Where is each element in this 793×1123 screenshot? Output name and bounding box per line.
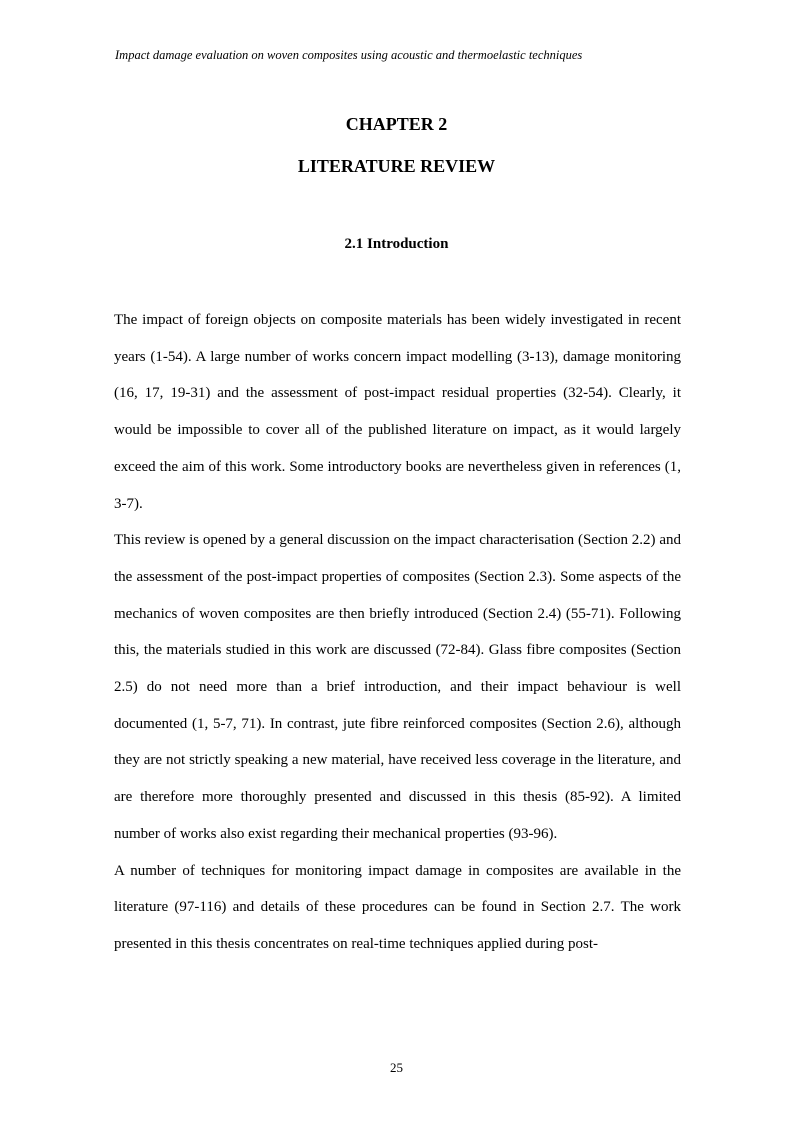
body-text: [114, 302, 681, 963]
running-header: Impact damage evaluation on woven composites using acoustic and thermoelastic techniques: [115, 48, 583, 62]
chapter-title: LITERATURE REVIEW: [297, 156, 496, 176]
chapter-number: CHAPTER 2: [345, 114, 448, 134]
paragraph-3: A number of techniques for monitoring impact damage in composites are available in the literature (97-116) and details of these procedures can be found in Section 2.7. The work presented in this thesis concentrates on real-time techniques applied during post-: [114, 862, 681, 952]
paragraph-2: This review is opened by a general discussion on the impact characterisation (Section 2.2) and the assessment of the post-impact properties of composites (Section 2.3). Some aspects of the mechanics of woven composites are then briefly introduced (Section 2.4) (55-71). Following this, the materials studied in this work are discussed (72-84). Glass fibre composites (Section 2.5) do not need more than a brief introduction, and their impact behaviour is well documented (1, 5-7, 71). In contrast, jute fibre reinforced composites (Section 2.6), although they are not strictly speaking a new material, have received less coverage in the literature, and are therefore more thoroughly presented and discussed in this thesis (85-92). A limited number of works also exist regarding their mechanical properties (93-96).: [114, 532, 681, 842]
page-number: 25: [390, 1060, 403, 1075]
paragraph-1: The impact of foreign objects on composite materials has been widely investigated in recent years (1-54). A large number of works concern impact modelling (3-13), damage monitoring (16, 17, 19-31) and the assessment of post-impact residual properties (32-54). Clearly, it would be impossible to cover all of the published literature on impact, as it would largely exceed the aim of this work. Some introductory books are nevertheless given in references (1, 3-7).: [114, 312, 681, 512]
section-heading: 2.1 Introduction: [344, 236, 449, 252]
